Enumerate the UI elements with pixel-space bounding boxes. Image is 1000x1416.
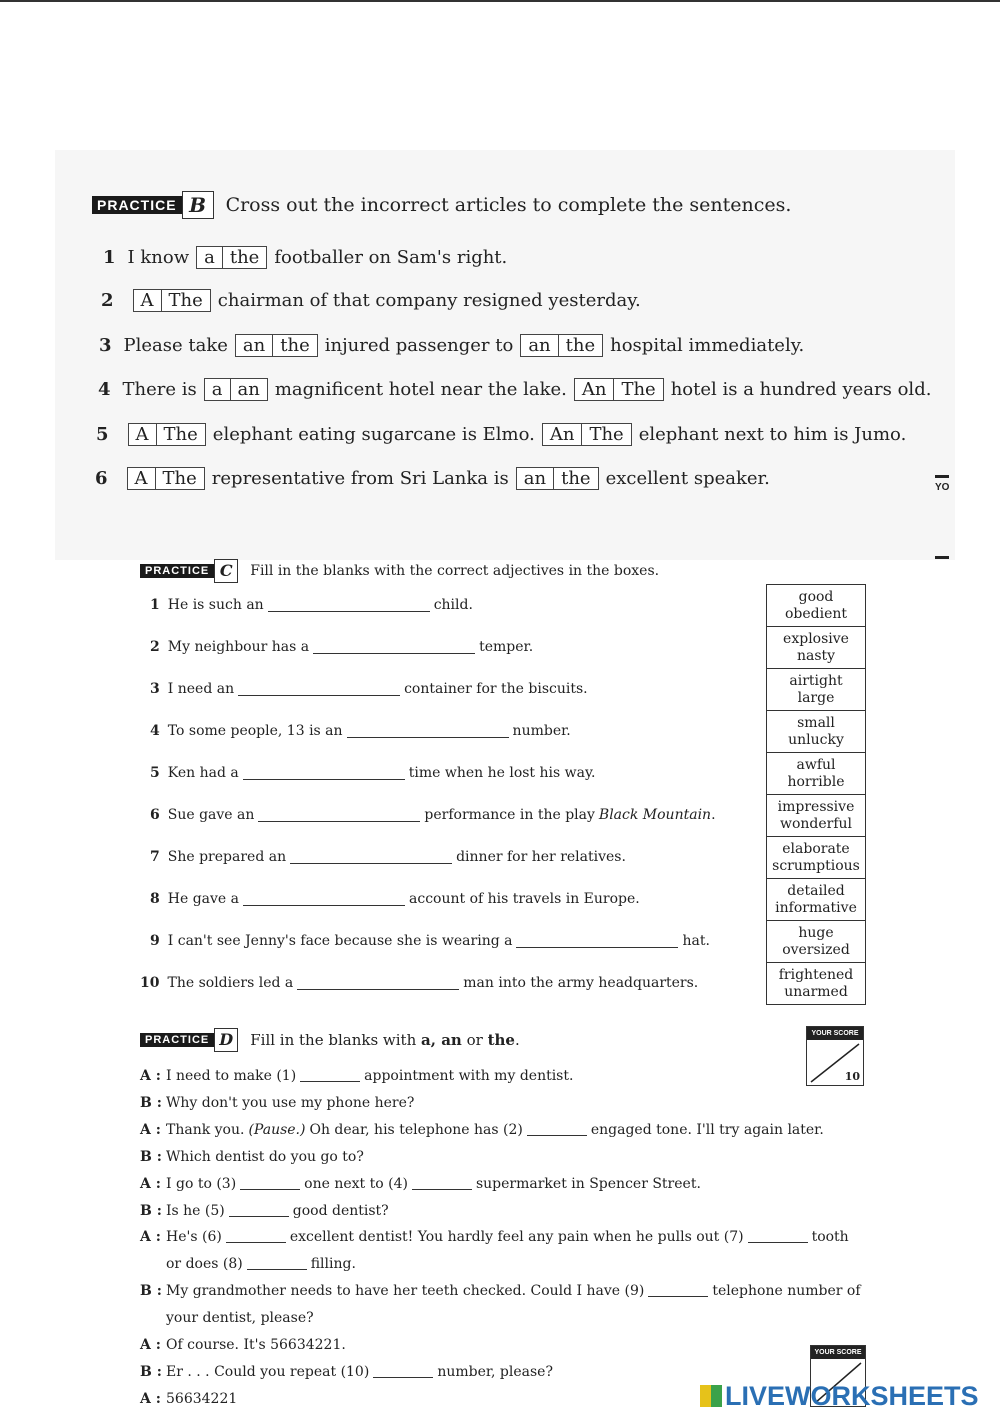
instruction-articles: the — [487, 1031, 515, 1049]
dialogue-text: number, please? — [437, 1363, 553, 1380]
item-number: 3 — [99, 335, 112, 356]
adjective-word: unarmed — [784, 983, 848, 1000]
article-choice — [235, 334, 318, 357]
sentence-text: He is such an — [167, 597, 264, 613]
sentence-text: elephant eating sugarcane is Elmo. — [212, 424, 535, 445]
article-option[interactable]: an — [528, 335, 551, 356]
score-card-label: YO — [935, 482, 950, 493]
adjective-word: frightened — [778, 966, 854, 983]
adjective-box — [767, 879, 865, 921]
adjective-word: awful — [796, 756, 836, 773]
adjective-word: informative — [775, 899, 857, 916]
score-card-edge — [935, 475, 949, 559]
article-choice — [133, 289, 211, 312]
speaker-label: A : — [140, 1068, 161, 1084]
score-total: 10 — [844, 1070, 860, 1083]
sentence-text: I need an — [167, 681, 235, 697]
logo-text: LIVEWORKSHEETS — [725, 1381, 979, 1411]
dialogue-text: excellent dentist! You hardly feel any pain when he pulls out (7) — [289, 1229, 744, 1246]
instruction-text: . — [514, 1031, 520, 1049]
sentence-row — [150, 681, 588, 697]
sentence-row — [101, 289, 641, 312]
article-choice — [574, 378, 664, 401]
sentence-row — [150, 849, 626, 865]
speaker-label: B : — [140, 1148, 162, 1165]
answer-blank[interactable] — [258, 808, 420, 822]
practice-letter: D — [214, 1028, 238, 1052]
sentence-text: injured passenger to — [324, 335, 514, 356]
top-border — [0, 0, 1000, 2]
article-choice — [127, 467, 205, 490]
adjective-word: large — [797, 689, 835, 706]
sentence-text: magnificent hotel near the lake. — [274, 379, 567, 400]
speaker-label: A : — [140, 1229, 161, 1246]
sentence-row — [96, 423, 906, 446]
adjective-word: scrumptious — [772, 857, 860, 874]
article-option[interactable]: a — [211, 379, 223, 400]
adjective-box — [767, 627, 865, 669]
speaker-label: A : — [140, 1390, 161, 1407]
adjective-boxes — [766, 584, 866, 1005]
practice-instruction: Fill in the blanks with the correct adjectives in the boxes. — [250, 563, 660, 579]
play-title: Black Mountain — [598, 807, 712, 823]
sentence-text: To some people, 13 is an — [167, 723, 343, 739]
article-choice — [520, 334, 603, 357]
dialogue-text: your dentist, please? — [166, 1310, 314, 1327]
speaker-label: A : — [140, 1337, 161, 1353]
speaker-label: B : — [140, 1202, 162, 1219]
dialogue-text: good dentist? — [292, 1202, 389, 1219]
speaker-label — [140, 1310, 166, 1326]
answer-blank[interactable] — [300, 1068, 360, 1082]
article-choice — [204, 378, 268, 401]
adjective-box — [767, 837, 865, 879]
sentence-text: There is — [122, 379, 197, 400]
sentence-text: Please take — [123, 335, 228, 356]
article-choice — [542, 423, 632, 446]
answer-blank[interactable] — [240, 1176, 300, 1190]
adjective-box — [767, 795, 865, 837]
instruction-articles: a, an — [421, 1031, 462, 1049]
sentence-row — [99, 334, 804, 357]
dialogue-line — [140, 1283, 861, 1299]
article-option[interactable]: The — [161, 290, 210, 311]
answer-blank[interactable] — [247, 1256, 307, 1270]
sentence-row — [150, 933, 710, 949]
practice-letter: C — [214, 559, 238, 583]
sentence-text: temper. — [479, 639, 534, 655]
adjective-word: wonderful — [779, 815, 853, 832]
article-option[interactable]: a — [204, 247, 215, 268]
sentence-text: man into the army headquarters. — [463, 975, 699, 991]
adjective-word: good — [798, 588, 834, 605]
item-number: 1 — [150, 597, 160, 613]
dialogue-text: supermarket in Spencer Street. — [475, 1175, 701, 1192]
answer-blank[interactable] — [297, 976, 459, 990]
dialogue-line — [140, 1176, 701, 1192]
sentence-text: footballer on Sam's right. — [274, 247, 508, 268]
dialogue-text: I go to (3) — [166, 1175, 237, 1192]
sentence-text: performance in the play — [424, 807, 595, 823]
sentence-text: I can't see Jenny's face because she is wearing a — [167, 933, 513, 949]
dialogue-line — [140, 1095, 414, 1111]
answer-blank[interactable] — [226, 1229, 286, 1243]
dialogue-text: tooth — [811, 1229, 849, 1246]
article-choice — [128, 423, 206, 446]
sentence-row — [98, 378, 931, 401]
sentence-row — [150, 765, 595, 781]
sentence-text: He gave a — [167, 891, 239, 907]
article-option[interactable]: the — [558, 335, 602, 356]
article-option[interactable]: A — [140, 290, 154, 311]
adjective-box — [767, 963, 865, 1004]
article-option[interactable]: The — [581, 424, 630, 445]
practice-instruction — [250, 1031, 520, 1049]
article-option[interactable]: the — [272, 335, 316, 356]
practice-letter: B — [182, 191, 214, 219]
answer-blank[interactable] — [516, 934, 678, 948]
item-number: 2 — [150, 639, 160, 655]
item-number: 6 — [95, 468, 108, 489]
item-number: 5 — [96, 424, 109, 445]
instruction-text: Fill in the blanks with — [250, 1031, 417, 1049]
speaker-label: B : — [140, 1283, 162, 1300]
dialogue-text: Thank you. — [166, 1121, 245, 1138]
answer-blank[interactable] — [268, 598, 430, 612]
liveworksheets-logo[interactable] — [700, 1381, 979, 1412]
dialogue-text: engaged tone. I'll try again later. — [590, 1121, 824, 1138]
dialogue-text: Er . . . Could you repeat (10) — [166, 1363, 370, 1380]
adjective-word: small — [797, 714, 835, 731]
sentence-row — [150, 597, 473, 613]
adjective-word: unlucky — [788, 731, 844, 748]
adjective-word: obedient — [784, 605, 848, 622]
practice-tag: PRACTICE — [140, 564, 214, 578]
sentence-text: time when he lost his way. — [408, 765, 596, 781]
dialogue-text: one next to (4) — [304, 1175, 408, 1192]
dialogue-text: 56634221 — [166, 1390, 238, 1407]
sentence-text: The soldiers led a — [167, 975, 294, 991]
article-option[interactable]: the — [553, 468, 597, 489]
practice-d-header — [140, 1028, 520, 1052]
article-option[interactable]: the — [222, 247, 266, 268]
item-number: 10 — [140, 975, 160, 991]
dialogue-text: filling. — [310, 1256, 356, 1273]
item-number: 4 — [150, 723, 160, 739]
adjective-word: oversized — [782, 941, 850, 958]
item-number: 7 — [150, 849, 160, 865]
answer-blank[interactable] — [290, 850, 452, 864]
article-option[interactable]: A — [134, 468, 148, 489]
adjective-word: impressive — [777, 798, 855, 815]
dialogue-text: appointment with my dentist. — [364, 1068, 574, 1084]
adjective-box — [767, 921, 865, 963]
sentence-text: . — [711, 807, 716, 823]
adjective-word: nasty — [796, 647, 836, 664]
sentence-text: container for the biscuits. — [404, 681, 588, 697]
sentence-text: hotel is a hundred years old. — [670, 379, 932, 400]
sentence-text: excellent speaker. — [605, 468, 770, 489]
item-number: 6 — [150, 807, 160, 823]
answer-blank[interactable] — [229, 1203, 289, 1217]
adjective-box — [767, 711, 865, 753]
item-number: 4 — [98, 379, 111, 400]
dialogue-text: I need to make (1) — [166, 1068, 297, 1084]
dialogue-line — [140, 1337, 346, 1353]
dialogue-text: Which dentist do you go to? — [166, 1148, 364, 1165]
item-number: 2 — [101, 290, 114, 311]
sentence-row — [140, 975, 698, 991]
answer-blank[interactable] — [748, 1229, 808, 1243]
practice-instruction: Cross out the incorrect articles to complete the sentences. — [225, 194, 792, 216]
speaker-label: A : — [140, 1175, 161, 1192]
adjective-word: airtight — [789, 672, 843, 689]
sentence-row — [150, 891, 640, 907]
sentence-row — [150, 807, 716, 823]
answer-blank[interactable] — [648, 1283, 708, 1297]
sentence-text: account of his travels in Europe. — [409, 891, 640, 907]
adjective-word: explosive — [783, 630, 849, 647]
instruction-text: or — [466, 1031, 483, 1049]
sentence-text: I know — [127, 247, 190, 268]
item-number: 1 — [103, 247, 116, 268]
dialogue-line — [140, 1391, 237, 1407]
sentence-row — [150, 639, 533, 655]
speaker-label: B : — [140, 1094, 162, 1111]
adjective-word: huge — [798, 924, 834, 941]
sentence-text: Ken had a — [167, 765, 239, 781]
sentence-text: dinner for her relatives. — [456, 849, 626, 865]
adjective-word: horrible — [787, 773, 845, 790]
score-card — [806, 1026, 864, 1086]
dialogue-line — [140, 1229, 849, 1245]
answer-blank[interactable] — [412, 1176, 472, 1190]
article-option[interactable]: an — [242, 335, 266, 356]
speaker-label — [140, 1256, 166, 1272]
answer-blank[interactable] — [347, 724, 509, 738]
sentence-text: She prepared an — [167, 849, 287, 865]
item-number: 3 — [150, 681, 160, 697]
sentence-text: hospital immediately. — [610, 335, 805, 356]
answer-blank[interactable] — [243, 766, 405, 780]
answer-blank[interactable] — [373, 1364, 433, 1378]
dialogue-text: or does (8) — [166, 1256, 243, 1273]
answer-blank[interactable] — [238, 682, 400, 696]
sentence-text: number. — [512, 723, 571, 739]
item-number: 9 — [150, 933, 160, 949]
answer-blank[interactable] — [527, 1122, 587, 1136]
answer-blank[interactable] — [243, 892, 405, 906]
article-option[interactable]: an — [230, 379, 267, 400]
item-number: 8 — [150, 891, 160, 907]
logo-icon — [700, 1385, 722, 1407]
adjective-word: elaborate — [782, 840, 850, 857]
dialogue-text: Oh dear, his telephone has (2) — [309, 1121, 523, 1138]
speaker-label: A : — [140, 1121, 161, 1138]
score-card-label: YOUR SCORE — [807, 1027, 863, 1040]
dialogue-line — [140, 1149, 364, 1165]
sentence-text: elephant next to him is Jumo. — [638, 424, 907, 445]
practice-b-header — [92, 191, 791, 219]
sentence-text: child. — [433, 597, 473, 613]
article-option[interactable]: The — [156, 424, 205, 445]
sentence-text: Sue gave an — [167, 807, 255, 823]
dialogue-text: Of course. It's 56634221. — [166, 1337, 346, 1353]
score-card-label: YOUR SCORE — [811, 1346, 865, 1359]
adjective-word: detailed — [787, 882, 845, 899]
article-option[interactable]: A — [135, 424, 149, 445]
adjective-box — [767, 585, 865, 627]
dialogue-line — [140, 1122, 824, 1138]
sentence-row — [95, 467, 770, 490]
dialogue-line — [140, 1256, 356, 1272]
practice-c-header — [140, 559, 659, 583]
article-option[interactable]: The — [155, 468, 204, 489]
article-option[interactable]: An — [581, 379, 607, 400]
stage-direction: (Pause.) — [248, 1121, 306, 1138]
speaker-label: B : — [140, 1363, 162, 1380]
article-choice — [516, 467, 599, 490]
article-choice — [196, 246, 267, 269]
dialogue-text: telephone number of — [712, 1283, 861, 1300]
item-number: 5 — [150, 765, 160, 781]
article-option[interactable]: The — [613, 379, 662, 400]
dialogue-text: Is he (5) — [166, 1202, 225, 1219]
sentence-row — [103, 246, 507, 269]
practice-tag: PRACTICE — [92, 196, 182, 214]
dialogue-text: My grandmother needs to have her teeth checked. Could I have (9) — [166, 1283, 645, 1300]
sentence-row — [150, 723, 571, 739]
sentence-text: chairman of that company resigned yesterday. — [217, 290, 641, 311]
dialogue-line — [140, 1310, 314, 1326]
answer-blank[interactable] — [313, 640, 475, 654]
sentence-text: My neighbour has a — [167, 639, 310, 655]
article-option[interactable]: An — [549, 424, 575, 445]
article-option[interactable]: an — [523, 468, 547, 489]
adjective-box — [767, 669, 865, 711]
dialogue-line — [140, 1203, 389, 1219]
sentence-text: hat. — [682, 933, 710, 949]
dialogue-text: Why don't you use my phone here? — [166, 1094, 415, 1111]
adjective-box — [767, 753, 865, 795]
sentence-text: representative from Sri Lanka is — [211, 468, 509, 489]
practice-tag: PRACTICE — [140, 1033, 214, 1047]
dialogue-line — [140, 1068, 573, 1084]
dialogue-line — [140, 1364, 553, 1380]
dialogue-text: He's (6) — [166, 1229, 222, 1246]
